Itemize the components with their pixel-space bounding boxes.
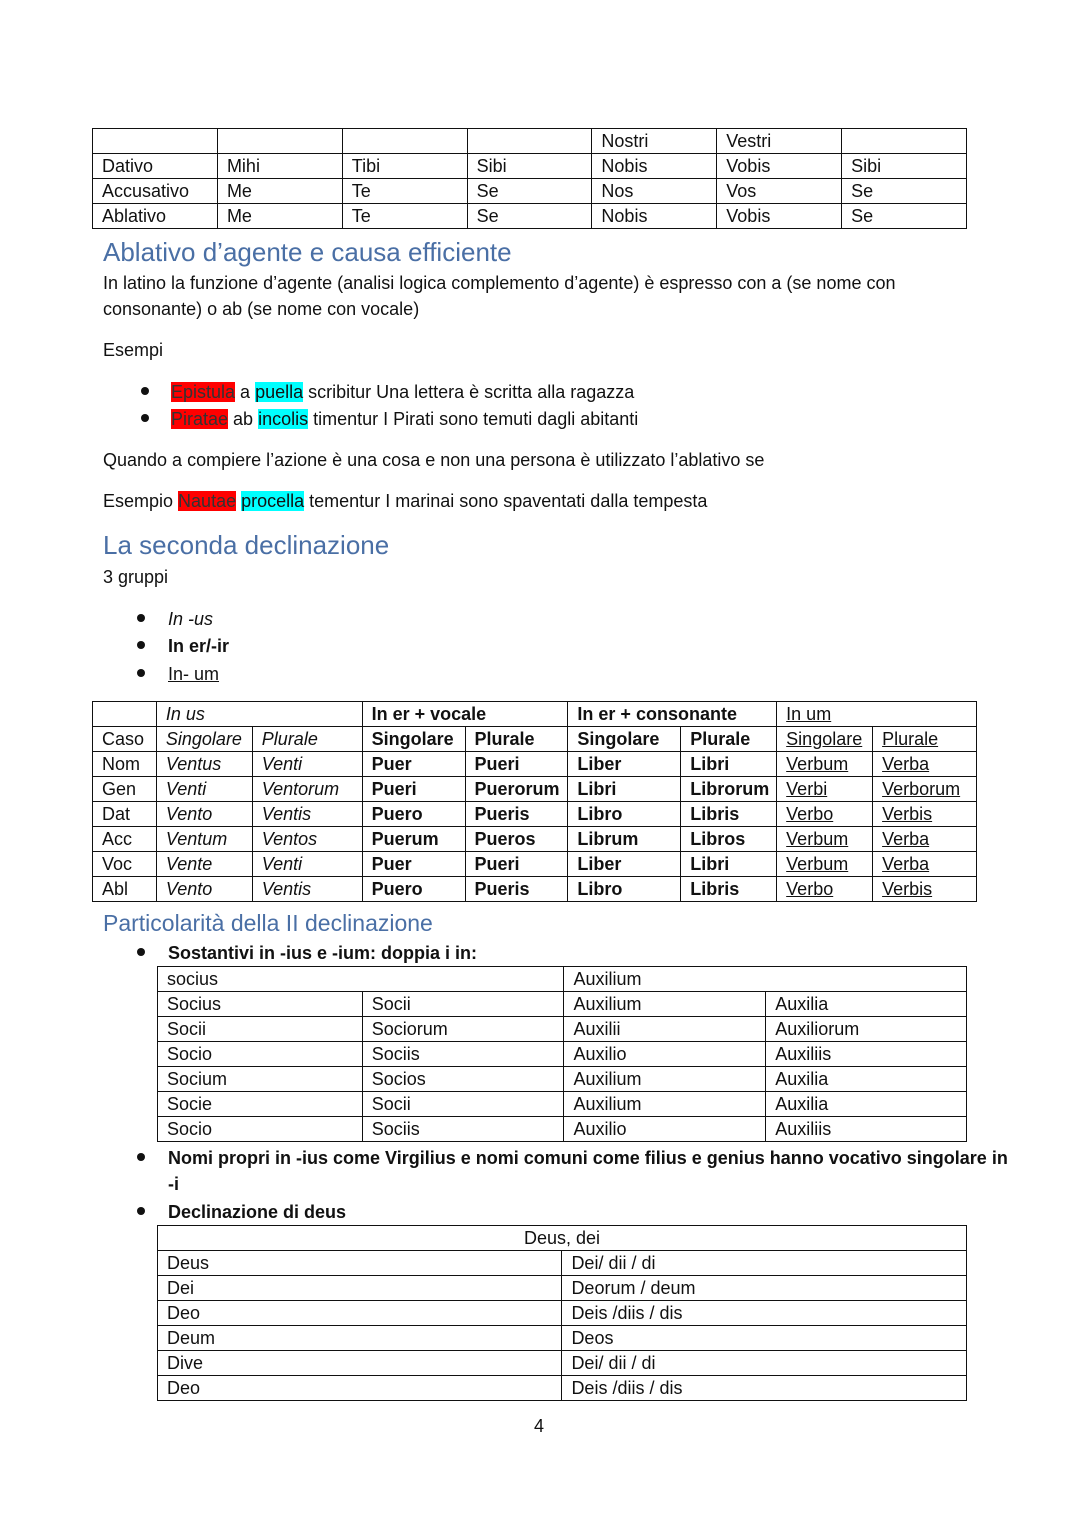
table-cell: Plurale xyxy=(681,727,777,752)
table-cell: Sociis xyxy=(362,1117,564,1142)
bullet-dot xyxy=(137,948,145,956)
table-row xyxy=(93,827,977,852)
bullet-dot xyxy=(137,641,145,649)
table-header-cell: In us xyxy=(156,702,362,727)
table-cell: Se xyxy=(842,204,967,229)
table-cell: Vento xyxy=(156,877,252,902)
table-cell: Venti xyxy=(252,852,362,877)
table-cell: Verba xyxy=(873,852,977,877)
table-cell: Te xyxy=(342,179,467,204)
table-row xyxy=(93,179,967,204)
table-cell: Deos xyxy=(562,1326,967,1351)
table-row xyxy=(158,1376,967,1401)
table-cell: Nom xyxy=(93,752,157,777)
table-header-cell: In er + consonante xyxy=(568,702,777,727)
table-cell: Verba xyxy=(873,827,977,852)
table-row xyxy=(93,777,977,802)
table-cell: Socius xyxy=(158,992,363,1017)
table-header-cell: In er + vocale xyxy=(362,702,568,727)
table-cell: Dei/ dii / di xyxy=(562,1251,967,1276)
table-row xyxy=(158,1067,967,1092)
table-cell: Pueri xyxy=(465,752,568,777)
table-cell: Nobis xyxy=(592,154,717,179)
table-row xyxy=(158,1117,967,1142)
bullet-dot xyxy=(137,614,145,622)
table-cell: Singolare xyxy=(568,727,681,752)
table-cell: Ventis xyxy=(252,802,362,827)
table-cell: Venti xyxy=(252,752,362,777)
table-cell: Ablativo xyxy=(93,204,218,229)
table-cell: Libros xyxy=(681,827,777,852)
table-cell: Verba xyxy=(873,752,977,777)
table-cell: Libro xyxy=(568,802,681,827)
table-cell: Puero xyxy=(362,802,465,827)
table-cell: Plurale xyxy=(252,727,362,752)
table-cell: Venti xyxy=(156,777,252,802)
table-cell: Deo xyxy=(158,1301,562,1326)
table-cell: Me xyxy=(217,204,342,229)
table-cell: Vobis xyxy=(717,154,842,179)
highlight-subject: Epistula xyxy=(171,382,236,402)
table-cell: Verbo xyxy=(777,802,873,827)
table-row xyxy=(158,1351,967,1376)
table-cell: Singolare xyxy=(362,727,465,752)
table-header-cell: In um xyxy=(777,702,977,727)
table-cell: Caso xyxy=(93,727,157,752)
table-row xyxy=(158,1276,967,1301)
table-header-cell: socius xyxy=(158,967,564,992)
table-cell: Libri xyxy=(681,752,777,777)
table-cell: Verbum xyxy=(777,852,873,877)
table-row xyxy=(93,154,967,179)
table-cell: Deis /diis / dis xyxy=(562,1376,967,1401)
table-cell: Verbo xyxy=(777,877,873,902)
table-cell: Deo xyxy=(158,1376,562,1401)
table-cell: Verbum xyxy=(777,827,873,852)
highlight-subject: Nautae xyxy=(178,491,237,511)
paragraph-agente-line2: consonante) o ab (se nome con vocale) xyxy=(103,299,420,319)
group-item-um: In- um xyxy=(168,664,220,684)
groups-label: 3 gruppi xyxy=(103,567,169,587)
page-number: 4 xyxy=(534,1416,545,1436)
example-rest: tementur I marinai sono spaventati dalla tempesta xyxy=(304,491,708,511)
table-cell: Tibi xyxy=(342,154,467,179)
table-cell: Dei xyxy=(158,1276,562,1301)
table-header-row xyxy=(93,702,977,727)
examples-label: Esempi xyxy=(103,340,164,360)
paragraph-causa: Quando a compiere l’azione è una cosa e non una persona è utilizzato l’ablativo se xyxy=(103,450,765,470)
table-cell: Puerorum xyxy=(465,777,568,802)
table-cell: Ventis xyxy=(252,877,362,902)
bullet-deus: Declinazione di deus xyxy=(168,1202,347,1222)
table-cell: Libris xyxy=(681,877,777,902)
table-cell: Puero xyxy=(362,877,465,902)
table-cell: Pueris xyxy=(465,877,568,902)
table-header-row xyxy=(158,1226,967,1251)
table-cell: Accusativo xyxy=(93,179,218,204)
table-cell: Abl xyxy=(93,877,157,902)
table-row xyxy=(158,1042,967,1067)
table-cell: Socie xyxy=(158,1092,363,1117)
example-prep: a xyxy=(235,382,256,402)
example-1 xyxy=(171,379,634,405)
example-pre: Esempio xyxy=(103,491,179,511)
bullet-nomi-propri-line2: -i xyxy=(168,1174,179,1194)
table-cell: Ventos xyxy=(252,827,362,852)
bullet-dot xyxy=(137,669,145,677)
table-cell: Singolare xyxy=(777,727,873,752)
table-cell: Verbis xyxy=(873,877,977,902)
table-cell: Gen xyxy=(93,777,157,802)
table-header-row xyxy=(158,967,967,992)
table-cell: Auxilia xyxy=(766,992,967,1017)
socius-table xyxy=(157,966,967,1142)
table-cell: Verbum xyxy=(777,752,873,777)
table-cell xyxy=(467,129,592,154)
table-cell: Me xyxy=(217,179,342,204)
table-row xyxy=(158,992,967,1017)
highlight-subject: Piratae xyxy=(171,409,229,429)
table-cell: Te xyxy=(342,204,467,229)
example-prep: ab xyxy=(228,409,259,429)
table-cell: Auxilium xyxy=(564,1067,766,1092)
table-cell: Auxilium xyxy=(564,1092,766,1117)
table-cell: Socii xyxy=(158,1017,363,1042)
section-heading-particolarita: Particolarità della II declinazione xyxy=(103,910,433,936)
table-cell: Verbis xyxy=(873,802,977,827)
example-rest: timentur I Pirati sono temuti dagli abitanti xyxy=(308,409,639,429)
table-cell: Dativo xyxy=(93,154,218,179)
table-row xyxy=(93,802,977,827)
table-header-cell xyxy=(93,702,157,727)
table-header-cell: Deus, dei xyxy=(158,1226,967,1251)
table-cell: Deum xyxy=(158,1326,562,1351)
table-cell: Socio xyxy=(158,1042,363,1067)
table-cell: Se xyxy=(467,179,592,204)
highlight-cause: procella xyxy=(241,491,305,511)
table-cell: Socii xyxy=(362,1092,564,1117)
group-item-er: In er/-ir xyxy=(168,636,230,656)
table-cell xyxy=(842,129,967,154)
example-3 xyxy=(103,488,707,514)
table-cell: Deis /diis / dis xyxy=(562,1301,967,1326)
table-row xyxy=(158,1301,967,1326)
table-cell: Auxilium xyxy=(564,992,766,1017)
table-cell: Voc xyxy=(93,852,157,877)
table-cell: Vobis xyxy=(717,204,842,229)
table-cell: Se xyxy=(842,179,967,204)
table-cell: Sibi xyxy=(467,154,592,179)
table-cell: Verborum xyxy=(873,777,977,802)
table-cell: Liber xyxy=(568,852,681,877)
table-cell: Vos xyxy=(717,179,842,204)
group-item-us: In -us xyxy=(168,609,214,629)
table-cell: Socios xyxy=(362,1067,564,1092)
table-cell: Singolare xyxy=(156,727,252,752)
table-cell: Ventum xyxy=(156,827,252,852)
table-cell: Ventus xyxy=(156,752,252,777)
table-cell: Dive xyxy=(158,1351,562,1376)
deus-table xyxy=(157,1225,967,1401)
section-heading-seconda: La seconda declinazione xyxy=(103,530,390,560)
table-cell: Acc xyxy=(93,827,157,852)
table-cell: Sociis xyxy=(362,1042,564,1067)
table-cell: Dat xyxy=(93,802,157,827)
table-row xyxy=(93,129,967,154)
table-row xyxy=(158,1326,967,1351)
table-cell: Liber xyxy=(568,752,681,777)
table-cell: Pueri xyxy=(465,852,568,877)
highlight-agent: puella xyxy=(255,382,304,402)
table-cell: Auxiliorum xyxy=(766,1017,967,1042)
table-cell: Sibi xyxy=(842,154,967,179)
table-cell: Verbi xyxy=(777,777,873,802)
bullet-nomi-propri-line1: Nomi propri in -ius come Virgilius e nomi comuni come filius e genius hanno vocativo singolare in xyxy=(168,1148,1008,1168)
table-cell: Deus xyxy=(158,1251,562,1276)
table-cell: Vente xyxy=(156,852,252,877)
example-rest: scribitur Una lettera è scritta alla ragazza xyxy=(303,382,635,402)
table-cell: Dei/ dii / di xyxy=(562,1351,967,1376)
table-row xyxy=(158,1092,967,1117)
table-cell: Sociorum xyxy=(362,1017,564,1042)
table-row xyxy=(158,1251,967,1276)
table-row xyxy=(93,852,977,877)
table-cell xyxy=(93,129,218,154)
table-cell: Se xyxy=(467,204,592,229)
table-cell: Auxilii xyxy=(564,1017,766,1042)
table-row xyxy=(93,727,977,752)
table-row xyxy=(93,204,967,229)
table-cell: Pueris xyxy=(465,802,568,827)
table-cell: Auxilio xyxy=(564,1117,766,1142)
table-cell: Mihi xyxy=(217,154,342,179)
table-cell: Librorum xyxy=(681,777,777,802)
table-cell: Libri xyxy=(681,852,777,877)
table-cell: Auxilia xyxy=(766,1067,967,1092)
table-cell: Vento xyxy=(156,802,252,827)
pronouns-table xyxy=(92,128,967,229)
table-cell xyxy=(217,129,342,154)
table-cell: Nos xyxy=(592,179,717,204)
table-cell xyxy=(342,129,467,154)
table-cell: Socio xyxy=(158,1117,363,1142)
table-cell: Pueri xyxy=(362,777,465,802)
bullet-dot xyxy=(141,414,149,422)
table-cell: Ventorum xyxy=(252,777,362,802)
table-cell: Auxilio xyxy=(564,1042,766,1067)
table-row xyxy=(93,877,977,902)
bullet-dot xyxy=(137,1153,145,1161)
table-cell: Pueros xyxy=(465,827,568,852)
table-cell: Puer xyxy=(362,752,465,777)
bullet-dot xyxy=(141,387,149,395)
table-cell: Auxilia xyxy=(766,1092,967,1117)
table-cell: Puer xyxy=(362,852,465,877)
table-cell: Nobis xyxy=(592,204,717,229)
table-cell: Librum xyxy=(568,827,681,852)
table-cell: Puerum xyxy=(362,827,465,852)
table-cell: Auxiliis xyxy=(766,1117,967,1142)
bullet-sostantivi: Sostantivi in -ius e -ium: doppia i in: xyxy=(168,943,478,963)
paragraph-agente-line1: In latino la funzione d’agente (analisi logica complemento d’agente) è espresso con a (se nome con xyxy=(103,273,896,293)
table-cell: Nostri xyxy=(592,129,717,154)
table-cell: Plurale xyxy=(873,727,977,752)
table-cell: Libris xyxy=(681,802,777,827)
table-cell: Plurale xyxy=(465,727,568,752)
table-cell: Deorum / deum xyxy=(562,1276,967,1301)
example-2 xyxy=(171,406,638,432)
bullet-dot xyxy=(137,1207,145,1215)
table-cell: Socii xyxy=(362,992,564,1017)
table-cell: Vestri xyxy=(717,129,842,154)
table-row xyxy=(93,752,977,777)
declension-table xyxy=(92,701,977,902)
table-cell: Auxiliis xyxy=(766,1042,967,1067)
section-heading-ablativo: Ablativo d’agente e causa efficiente xyxy=(103,237,512,267)
table-row xyxy=(158,1017,967,1042)
table-header-cell: Auxilium xyxy=(564,967,967,992)
highlight-agent: incolis xyxy=(258,409,309,429)
table-cell: Libri xyxy=(568,777,681,802)
table-cell: Libro xyxy=(568,877,681,902)
table-cell: Socium xyxy=(158,1067,363,1092)
